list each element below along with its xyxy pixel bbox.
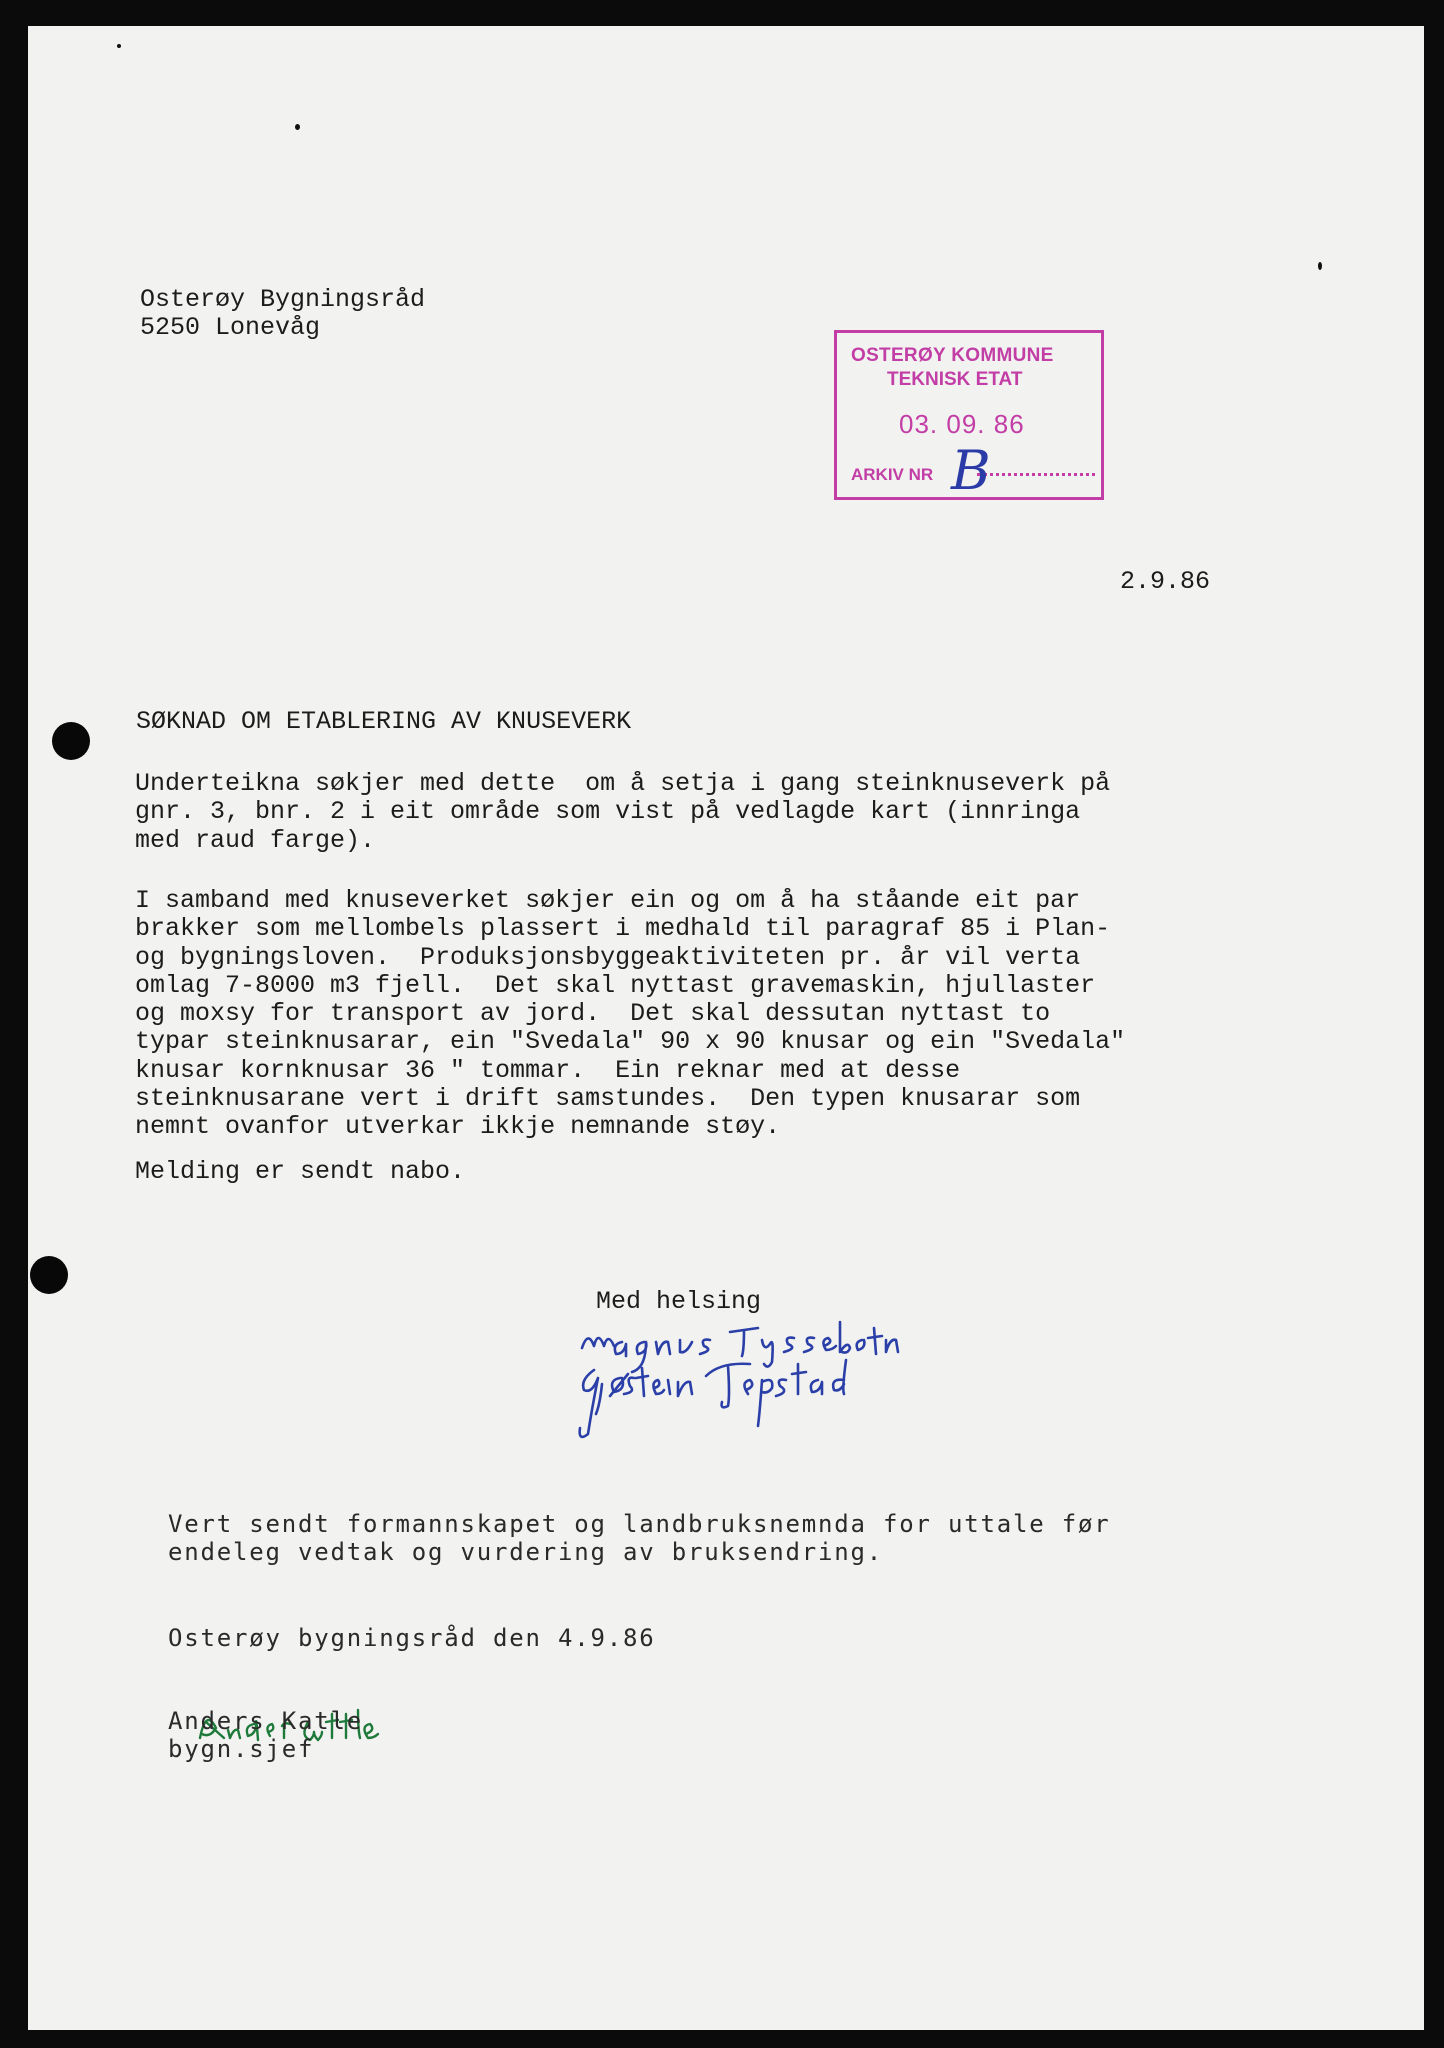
stamp-line-1: OSTERØY KOMMUNE xyxy=(851,345,1054,366)
speck xyxy=(117,44,121,48)
letter-subject: SØKNAD OM ETABLERING AV KNUSEVERK xyxy=(136,707,632,736)
recipient-address xyxy=(140,286,425,342)
signatory-name: Anders Katle xyxy=(168,1707,363,1735)
letter-date: 2.9.86 xyxy=(1120,567,1211,596)
stamp-archive-dotted-line xyxy=(977,473,1095,476)
body-paragraph-2: I samband med knuseverket søkjer ein og om å ha ståande eit par brakker som mellombels plassert i medhald til paragraf 85 i Plan- og bygningsloven. Produksjonsbyggeaktiviteten pr. år vil verta omlag 7-8000 m3 fjell. Det skal nyttast gravemaskin, hjullaster og moxsy for transport av jord. Det skal dessutan nyttast to typar steinknusarar, ein "Svedala" 90 x 90 knusar og ein "Svedala" knusar kornknusar 36 " tommar. Ein reknar med at desse steinknusarane vert i drift samstundes. Den typen knusarar som nemnt ovanfor utverkar ikkje nemnande støy. xyxy=(135,886,1126,1142)
signatory-block xyxy=(168,1707,363,1763)
recipient-line-1: Osterøy Bygningsråd xyxy=(140,285,426,314)
body-paragraph-3: Melding er sendt nabo. xyxy=(135,1157,466,1186)
punch-hole-bottom xyxy=(30,1256,68,1294)
stamp-date: 03. 09. 86 xyxy=(899,409,1025,439)
received-stamp xyxy=(834,330,1104,500)
speck xyxy=(295,124,300,130)
signature-handwritten xyxy=(540,1320,940,1450)
annotation-text xyxy=(168,1510,1110,1566)
signatory-title: bygn.sjef xyxy=(168,1735,315,1763)
punch-hole-top xyxy=(52,722,90,760)
stamp-archive-value: B xyxy=(951,439,991,502)
closing-salutation: Med helsing xyxy=(596,1287,762,1316)
stamp-archive-label: ARKIV NR xyxy=(851,465,934,484)
annotation-line-2: endeleg vedtak og vurdering av bruksendring. xyxy=(168,1538,883,1566)
annotation-line-1: Vert sendt formannskapet og landbruksnemnda for uttale før xyxy=(168,1510,1111,1538)
annotation-place-date: Osterøy bygningsråd den 4.9.86 xyxy=(168,1624,656,1652)
recipient-line-2: 5250 Lonevåg xyxy=(140,313,321,342)
speck xyxy=(1318,262,1322,270)
stamp-line-2: TEKNISK ETAT xyxy=(887,369,1023,390)
body-paragraph-1: Underteikna søkjer med dette om å setja i gang steinknuseverk på gnr. 3, bnr. 2 i eit område som vist på vedlagde kart (innringa med raud farge). xyxy=(135,769,1111,855)
